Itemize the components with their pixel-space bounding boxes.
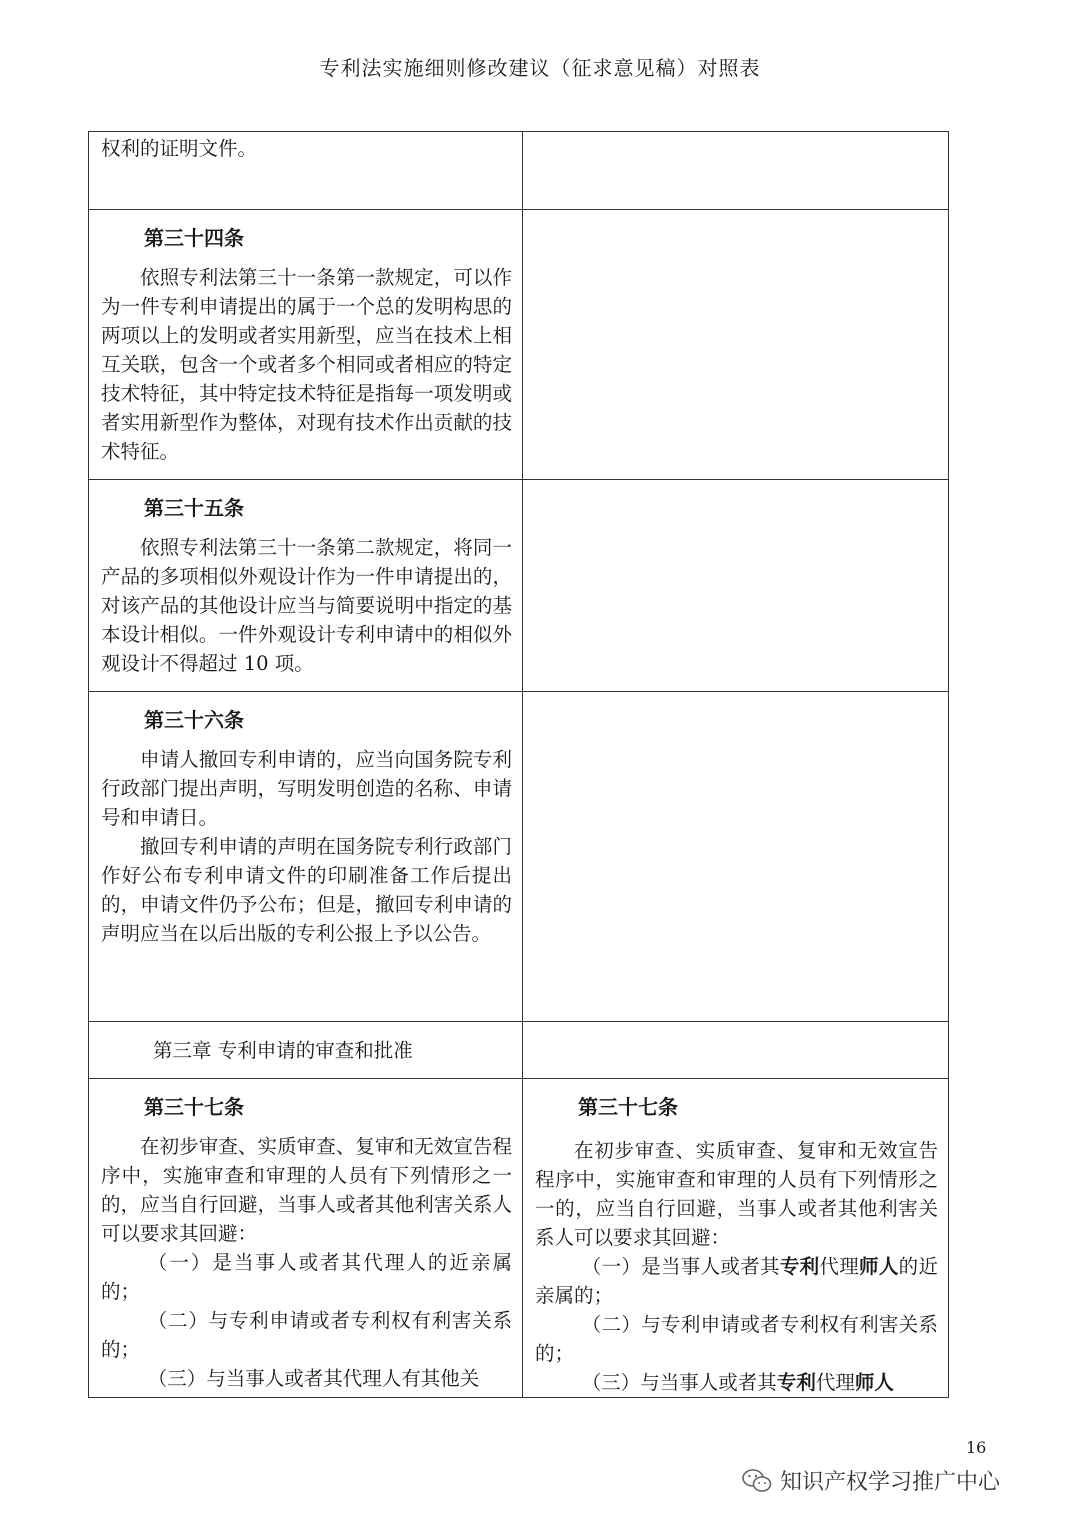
item-text: （三）与当事人或者其 xyxy=(581,1371,777,1394)
article-paragraph-1: 申请人撤回专利申请的，应当向国务院专利行政部门提出声明，写明发明创造的名称、申请号和申请日。 xyxy=(101,748,512,829)
comparison-table xyxy=(88,131,949,1398)
right-cell-empty xyxy=(523,210,949,480)
article-title: 第三十五条 xyxy=(144,496,244,520)
inserted-text: 专利 xyxy=(776,1371,816,1394)
table-row xyxy=(89,480,949,692)
table-row xyxy=(89,210,949,480)
list-item xyxy=(535,1252,938,1310)
page-number: 16 xyxy=(966,1438,987,1457)
left-cell xyxy=(89,1079,523,1398)
table-row xyxy=(89,1079,949,1398)
left-cell xyxy=(89,1022,523,1079)
article-body: 依照专利法第三十一条第二款规定，将同一产品的多项相似外观设计作为一件申请提出的，对该产品的其他设计应当与简要说明中指定的基本设计相似。一件外观设计专利申请中的相似外观设计不得超过 10 项。 xyxy=(101,536,512,675)
left-cell xyxy=(89,210,523,480)
page-header: 专利法实施细则修改建议（征求意见稿）对照表 xyxy=(319,56,761,80)
list-item: （一）是当事人或者其代理人的近亲属的； xyxy=(101,1251,512,1303)
modified-text: 师人 xyxy=(854,1371,894,1394)
list-item xyxy=(535,1368,938,1397)
left-cell xyxy=(89,692,523,1022)
article-title: 第三十七条 xyxy=(578,1095,678,1119)
right-cell-empty xyxy=(523,1022,949,1079)
item-text: 代理 xyxy=(819,1255,860,1278)
list-item: （二）与专利申请或者专利权有利害关系的； xyxy=(101,1309,512,1361)
list-item: （三）与当事人或者其代理人有其他关 xyxy=(147,1367,480,1390)
article-intro: 在初步审查、实质审查、复审和无效宣告程序中，实施审查和审理的人员有下列情形之一的，应当自行回避，当事人或者其他利害关系人可以要求其回避： xyxy=(101,1135,512,1245)
item-text: 的近亲属的； xyxy=(535,1255,938,1307)
article-intro: 在初步审查、实质审查、复审和无效宣告程序中，实施审查和审理的人员有下列情形之一的，应当自行回避，当事人或者其他利害关系人可以要求其回避： xyxy=(535,1139,938,1249)
chapter-heading: 第三章 专利申请的审查和批准 xyxy=(153,1039,413,1062)
table-row xyxy=(89,132,949,210)
article-title: 第三十七条 xyxy=(144,1095,244,1119)
wechat-icon xyxy=(742,1468,772,1494)
table-row xyxy=(89,692,949,1022)
article-body: 依照专利法第三十一条第一款规定，可以作为一件专利申请提出的属于一个总的发明构思的两项以上的发明或者实用新型，应当在技术上相互关联，包含一个或者多个相同或者相应的特定技术特征，其中特定技术特征是指每一项发明或者实用新型作为整体，对现有技术作出贡献的技术特征。 xyxy=(101,266,512,463)
table-row xyxy=(89,1022,949,1079)
article-paragraph-2: 撤回专利申请的声明在国务院专利行政部门作好公布专利申请文件的印刷准备工作后提出的，申请文件仍予公布；但是，撤回专利申请的声明应当在以后出版的专利公报上予以公告。 xyxy=(101,835,512,945)
item-text: 代理 xyxy=(815,1371,855,1394)
inserted-text: 专利 xyxy=(779,1255,820,1278)
article-title: 第三十六条 xyxy=(144,708,244,732)
watermark xyxy=(742,1465,1000,1496)
continued-text: 权利的证明文件。 xyxy=(101,137,258,160)
right-cell-empty xyxy=(523,692,949,1022)
left-cell xyxy=(89,132,523,210)
modified-text: 师人 xyxy=(859,1255,899,1278)
left-cell xyxy=(89,480,523,692)
right-cell-empty xyxy=(523,132,949,210)
article-title: 第三十四条 xyxy=(144,226,244,250)
watermark-text: 知识产权学习推广中心 xyxy=(780,1470,1001,1495)
right-cell-empty xyxy=(523,480,949,692)
item-text: （一）是当事人或者其 xyxy=(581,1255,780,1278)
list-item: （二）与专利申请或者专利权有利害关系的； xyxy=(535,1313,938,1365)
right-cell xyxy=(523,1079,949,1398)
